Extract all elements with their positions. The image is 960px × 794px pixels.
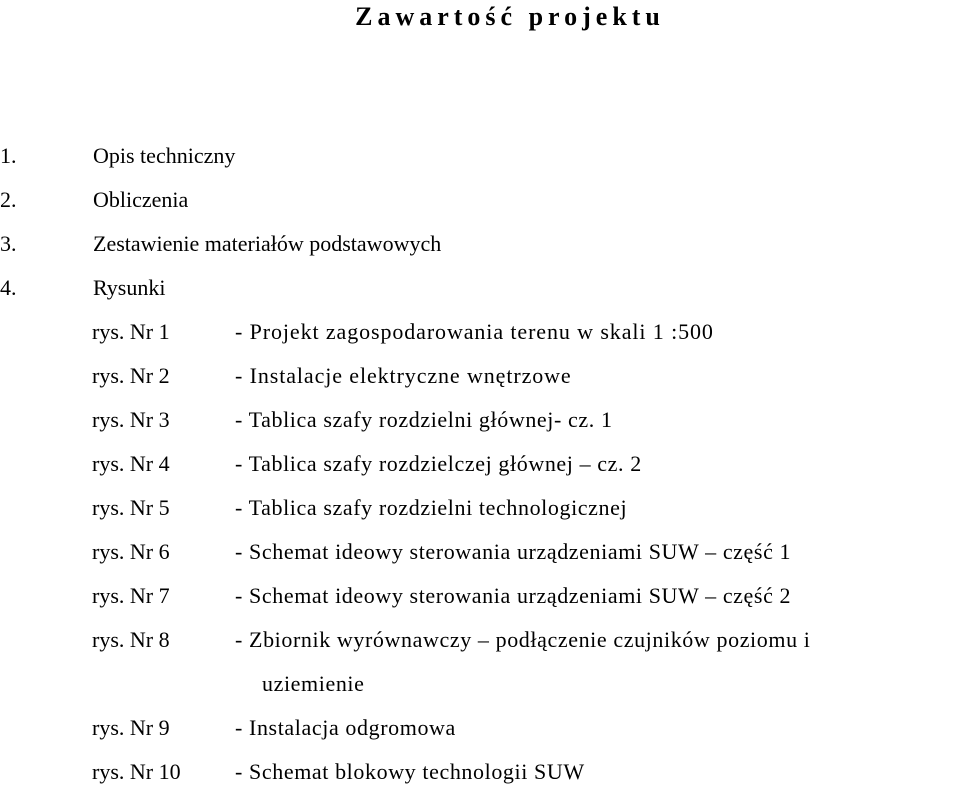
drawing-ref: rys. Nr 10 xyxy=(92,759,181,784)
drawing-description: - Tablica szafy rozdzielni technologicznej xyxy=(235,495,628,520)
drawing-ref: rys. Nr 5 xyxy=(92,495,170,520)
drawing-description: - Schemat blokowy technologii SUW xyxy=(235,759,585,784)
item-label: Zestawienie materiałów podstawowych xyxy=(93,231,442,256)
drawing-ref: rys. Nr 2 xyxy=(92,363,170,388)
drawing-ref: rys. Nr 8 xyxy=(92,627,170,652)
item-number: 4. xyxy=(0,275,17,300)
drawing-ref: rys. Nr 4 xyxy=(92,451,170,476)
drawing-description: - Zbiornik wyrównawczy – podłączenie czujników poziomu i xyxy=(235,627,811,652)
drawing-description: - Instalacja odgromowa xyxy=(235,715,456,740)
drawing-ref: rys. Nr 6 xyxy=(92,539,170,564)
drawing-description: - Tablica szafy rozdzielni głównej- cz. 1 xyxy=(235,407,613,432)
item-label: Obliczenia xyxy=(93,187,189,212)
drawing-description: - Tablica szafy rozdzielczej głównej – cz. 2 xyxy=(235,451,642,476)
item-number: 3. xyxy=(0,231,17,256)
item-number: 2. xyxy=(0,187,17,212)
drawing-ref: rys. Nr 1 xyxy=(92,319,170,344)
drawing-ref: rys. Nr 9 xyxy=(92,715,170,740)
item-number: 1. xyxy=(0,143,17,168)
drawing-ref: rys. Nr 7 xyxy=(92,583,170,608)
drawing-description: - Schemat ideowy sterowania urządzeniami SUW – część 2 xyxy=(235,583,792,608)
item-label: Opis techniczny xyxy=(93,143,236,168)
drawing-description-continuation: uziemienie xyxy=(262,671,365,696)
page-title: Zawartość projektu xyxy=(355,2,665,31)
drawing-description: - Instalacje elektryczne wnętrzowe xyxy=(235,363,572,388)
drawing-ref: rys. Nr 3 xyxy=(92,407,170,432)
drawing-description: - Schemat ideowy sterowania urządzeniami SUW – część 1 xyxy=(235,539,792,564)
item-label: Rysunki xyxy=(93,275,166,300)
drawing-description: - Projekt zagospodarowania terenu w skali 1 :500 xyxy=(235,319,714,344)
